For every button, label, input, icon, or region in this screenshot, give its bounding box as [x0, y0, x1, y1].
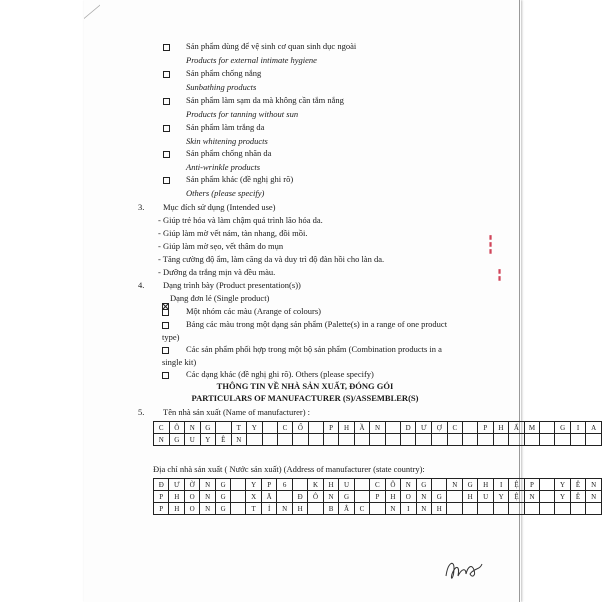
- section-heading: Mục đích sử dụng (Intended use): [163, 202, 276, 212]
- product-checkbox[interactable]: [163, 44, 170, 51]
- letter-box[interactable]: [370, 503, 385, 515]
- letter-box[interactable]: N: [586, 479, 602, 491]
- letter-box[interactable]: [478, 434, 493, 446]
- product-label-en: Skin whitening products: [186, 136, 268, 146]
- letter-box[interactable]: N: [200, 479, 215, 491]
- letter-box[interactable]: [570, 434, 585, 446]
- letter-box[interactable]: G: [432, 491, 447, 503]
- combination-label-cont: single kit): [162, 357, 197, 367]
- product-label-vi: Sản phẩm làm sạm da mà không cần tắm nắng: [186, 95, 344, 105]
- letter-box[interactable]: U: [185, 434, 201, 446]
- single-product-label: Dạng đơn lẻ (Single product): [170, 293, 270, 303]
- letter-box[interactable]: [323, 434, 338, 446]
- letter-box[interactable]: P: [478, 422, 493, 434]
- manufacturer-name-label: Tên nhà sản xuất (Name of manufacturer) :: [163, 407, 311, 417]
- letter-box[interactable]: [524, 503, 539, 515]
- letter-box[interactable]: Y: [555, 491, 570, 503]
- letter-box[interactable]: P: [323, 422, 338, 434]
- letter-box[interactable]: [308, 503, 323, 515]
- letter-box[interactable]: [586, 434, 602, 446]
- letter-box[interactable]: [385, 434, 400, 446]
- letter-box[interactable]: Ư: [416, 422, 432, 434]
- grid-row: [154, 503, 602, 515]
- letter-box[interactable]: G: [215, 479, 230, 491]
- letter-box[interactable]: [509, 503, 524, 515]
- letter-box[interactable]: N: [154, 434, 170, 446]
- letter-box[interactable]: [540, 479, 555, 491]
- letter-box[interactable]: [432, 479, 447, 491]
- section-heading: Dạng trình bày (Product presentation(s)): [163, 280, 301, 290]
- letter-box[interactable]: D: [400, 422, 416, 434]
- letter-box[interactable]: Ư: [169, 479, 185, 491]
- letter-box[interactable]: H: [292, 503, 307, 515]
- letter-box[interactable]: Ẩ: [509, 422, 525, 434]
- section-number: 3.: [138, 202, 145, 212]
- letter-box[interactable]: U: [339, 479, 354, 491]
- grid-row: [154, 479, 602, 491]
- letter-box[interactable]: N: [200, 503, 215, 515]
- letter-box[interactable]: [524, 434, 540, 446]
- letter-box[interactable]: [308, 422, 323, 434]
- letter-box[interactable]: Ệ: [509, 491, 524, 503]
- letter-box[interactable]: I: [493, 479, 508, 491]
- stamp-mark: ▮▮▮: [487, 234, 493, 255]
- letter-box[interactable]: N: [323, 491, 338, 503]
- letter-box[interactable]: [247, 434, 263, 446]
- letter-box[interactable]: [540, 422, 555, 434]
- letter-box[interactable]: H: [493, 422, 509, 434]
- letter-box[interactable]: [385, 422, 400, 434]
- letter-box[interactable]: [354, 491, 369, 503]
- intended-use-item: - Giúp làm mờ vết nám, tàn nhang, đồi mồi.: [158, 228, 308, 238]
- letter-box[interactable]: B: [323, 503, 338, 515]
- palette-label: Bảng các màu trong một dạng sản phẩm (Palette(s) in a range of one product: [186, 319, 448, 329]
- letter-box[interactable]: [463, 434, 478, 446]
- letter-box[interactable]: [478, 503, 493, 515]
- grid-row: [154, 434, 602, 446]
- others-checkbox[interactable]: [162, 372, 169, 379]
- product-label-en: Sunbathing products: [186, 82, 257, 92]
- letter-box[interactable]: [462, 503, 477, 515]
- letter-box[interactable]: [354, 434, 370, 446]
- letter-box[interactable]: P: [370, 491, 385, 503]
- letter-box[interactable]: [493, 434, 509, 446]
- letter-box[interactable]: 6: [277, 479, 292, 491]
- letter-box[interactable]: [293, 434, 309, 446]
- letter-box[interactable]: H: [385, 491, 400, 503]
- letter-box[interactable]: N: [277, 503, 292, 515]
- letter-box[interactable]: N: [185, 422, 201, 434]
- letter-box[interactable]: X: [246, 491, 261, 503]
- letter-box[interactable]: Đ: [154, 479, 169, 491]
- letter-box[interactable]: H: [169, 503, 185, 515]
- letter-box[interactable]: Ô: [169, 422, 185, 434]
- letter-box[interactable]: P: [154, 503, 169, 515]
- letter-box[interactable]: G: [462, 479, 477, 491]
- letter-box[interactable]: H: [169, 491, 185, 503]
- letter-box[interactable]: I: [401, 503, 416, 515]
- letter-box[interactable]: N: [447, 479, 462, 491]
- letter-box[interactable]: P: [154, 491, 169, 503]
- letter-box[interactable]: T: [231, 422, 247, 434]
- intended-use-item: - Tăng cường độ ẩm, làm căng da và duy trì độ đàn hồi cho làn da.: [158, 254, 385, 264]
- letter-box[interactable]: Y: [246, 479, 261, 491]
- letter-box[interactable]: C: [354, 503, 369, 515]
- product-checkbox[interactable]: [163, 71, 170, 78]
- letter-box[interactable]: [277, 434, 292, 446]
- letter-box[interactable]: [416, 434, 432, 446]
- letter-box[interactable]: O: [401, 491, 416, 503]
- letter-box[interactable]: Ắ: [339, 503, 354, 515]
- letter-box[interactable]: [231, 491, 246, 503]
- letter-box[interactable]: [463, 422, 478, 434]
- letter-box[interactable]: H: [339, 422, 355, 434]
- colours-checkbox[interactable]: [162, 309, 169, 316]
- letter-box[interactable]: P: [261, 479, 276, 491]
- letter-box[interactable]: [493, 503, 508, 515]
- manufacturer-address-grid: [153, 478, 602, 515]
- letter-box[interactable]: [555, 434, 571, 446]
- letter-box[interactable]: [370, 434, 386, 446]
- letter-box[interactable]: G: [416, 479, 431, 491]
- letter-box[interactable]: Y: [555, 479, 570, 491]
- product-label-vi: Sản phẩm chống nắng: [186, 68, 262, 78]
- letter-box[interactable]: G: [215, 503, 230, 515]
- product-label-vi: Sản phẩm dùng để vệ sinh cơ quan sinh dục ngoài: [186, 41, 357, 51]
- letter-box[interactable]: N: [416, 503, 431, 515]
- letter-box[interactable]: C: [370, 479, 385, 491]
- letter-box[interactable]: [540, 503, 555, 515]
- letter-box[interactable]: [540, 434, 555, 446]
- letter-box[interactable]: H: [323, 479, 338, 491]
- letter-box[interactable]: N: [401, 479, 416, 491]
- section-number: 4.: [138, 280, 145, 290]
- manufacturer-address-label: Địa chỉ nhà sản xuất ( Nước sản xuất) (Address of manufacturer (state country):: [153, 464, 425, 474]
- manufacturer-title-vi: THÔNG TIN VỀ NHÀ SẢN XUẤT, ĐÓNG GÓI: [216, 381, 394, 391]
- product-checkbox[interactable]: [163, 177, 170, 184]
- stamp-mark: ▮▮: [496, 268, 502, 282]
- product-label-en: Products for tanning without sun: [186, 109, 299, 119]
- section-number: 5.: [138, 407, 145, 417]
- letter-box[interactable]: Y: [247, 422, 263, 434]
- letter-box[interactable]: [216, 422, 231, 434]
- product-label-en: Others (please specify): [186, 188, 265, 198]
- product-checkbox[interactable]: [163, 98, 170, 105]
- letter-box[interactable]: Đ: [292, 491, 307, 503]
- letter-box[interactable]: Y: [493, 491, 508, 503]
- letter-box[interactable]: P: [524, 479, 539, 491]
- colours-label: Một nhóm các màu (Arange of colours): [186, 306, 322, 316]
- letter-box[interactable]: N: [385, 503, 400, 515]
- letter-box[interactable]: Ổ: [293, 422, 309, 434]
- intended-use-item: - Dưỡng da trắng mịn và đều màu.: [158, 267, 276, 277]
- letter-box[interactable]: C: [277, 422, 292, 434]
- product-label-en: Products for external intimate hygiene: [186, 55, 317, 65]
- letter-box[interactable]: Ợ: [432, 422, 448, 434]
- letter-box[interactable]: [509, 434, 525, 446]
- letter-box[interactable]: O: [184, 491, 199, 503]
- letter-box[interactable]: G: [339, 491, 354, 503]
- letter-box[interactable]: [262, 434, 277, 446]
- letter-box[interactable]: [570, 503, 585, 515]
- letter-box[interactable]: G: [200, 422, 216, 434]
- signature: [442, 556, 486, 584]
- letter-box[interactable]: N: [231, 434, 247, 446]
- letter-box[interactable]: O: [184, 503, 199, 515]
- letter-box[interactable]: U: [478, 491, 493, 503]
- letter-box[interactable]: Ê: [570, 479, 585, 491]
- letter-box[interactable]: [540, 491, 555, 503]
- intended-use-item: - Giúp trẻ hóa và làm chậm quá trình lão hóa da.: [158, 215, 323, 225]
- letter-box[interactable]: T: [246, 503, 261, 515]
- letter-box[interactable]: K: [308, 479, 323, 491]
- letter-box[interactable]: Ã: [261, 491, 276, 503]
- letter-box[interactable]: M: [524, 422, 540, 434]
- letter-box[interactable]: [447, 503, 462, 515]
- letter-box[interactable]: [354, 479, 369, 491]
- palette-checkbox[interactable]: [162, 322, 169, 329]
- combination-label: Các sản phẩm phối hợp trong một bộ sản phẩm (Combination products in a: [186, 344, 442, 354]
- product-checkbox[interactable]: [163, 151, 170, 158]
- letter-box[interactable]: Ệ: [509, 479, 524, 491]
- letter-box[interactable]: [447, 434, 462, 446]
- palette-label-cont: type): [162, 332, 180, 342]
- letter-box[interactable]: C: [447, 422, 462, 434]
- letter-box[interactable]: [231, 503, 246, 515]
- letter-box[interactable]: C: [154, 422, 170, 434]
- letter-box[interactable]: [432, 434, 448, 446]
- letter-box[interactable]: N: [524, 491, 539, 503]
- letter-box[interactable]: G: [555, 422, 571, 434]
- letter-box[interactable]: A: [586, 422, 602, 434]
- others-label: Các dạng khác (đề nghị ghi rõ). Others (please specify): [186, 369, 374, 379]
- letter-box[interactable]: Ô: [308, 491, 323, 503]
- letter-box[interactable]: I: [570, 422, 585, 434]
- letter-box[interactable]: [262, 422, 277, 434]
- letter-box[interactable]: Ầ: [354, 422, 370, 434]
- product-label-en: Anti-wrinkle products: [186, 162, 261, 172]
- product-label-vi: Sản phẩm khác (đề nghị ghi rõ): [186, 174, 294, 184]
- intended-use-item: - Giúp làm mờ sẹo, vết thâm do mụn: [158, 241, 284, 251]
- letter-box[interactable]: Ê: [570, 491, 585, 503]
- letter-box[interactable]: G: [215, 491, 230, 503]
- letter-box[interactable]: Ờ: [184, 479, 199, 491]
- manufacturer-name-grid: [153, 421, 602, 446]
- letter-box[interactable]: N: [586, 491, 602, 503]
- letter-box[interactable]: H: [478, 479, 493, 491]
- product-label-vi: Sản phẩm làm trắng da: [186, 122, 265, 132]
- letter-box[interactable]: H: [432, 503, 447, 515]
- letter-box[interactable]: Y: [200, 434, 216, 446]
- letter-box[interactable]: N: [416, 491, 431, 503]
- grid-row: [154, 422, 602, 434]
- letter-box[interactable]: [447, 491, 462, 503]
- letter-box[interactable]: Ê: [216, 434, 231, 446]
- letter-box[interactable]: N: [200, 491, 215, 503]
- combination-checkbox[interactable]: [162, 347, 169, 354]
- letter-box[interactable]: N: [370, 422, 386, 434]
- letter-box[interactable]: G: [169, 434, 185, 446]
- letter-box[interactable]: [555, 503, 570, 515]
- letter-box[interactable]: [231, 479, 246, 491]
- letter-box[interactable]: [292, 479, 307, 491]
- letter-box[interactable]: H: [462, 491, 477, 503]
- manufacturer-title-en: PARTICULARS OF MANUFACTURER (S)/ASSEMBLER(S): [191, 393, 419, 403]
- letter-box[interactable]: [339, 434, 355, 446]
- product-label-vi: Sản phẩm chống nhăn da: [186, 148, 272, 158]
- letter-box[interactable]: Ô: [385, 479, 400, 491]
- product-checkbox[interactable]: [163, 125, 170, 132]
- letter-box[interactable]: [586, 503, 602, 515]
- grid-row: [154, 491, 602, 503]
- letter-box[interactable]: [400, 434, 416, 446]
- letter-box[interactable]: [277, 491, 292, 503]
- letter-box[interactable]: [308, 434, 323, 446]
- letter-box[interactable]: Ỉ: [261, 503, 276, 515]
